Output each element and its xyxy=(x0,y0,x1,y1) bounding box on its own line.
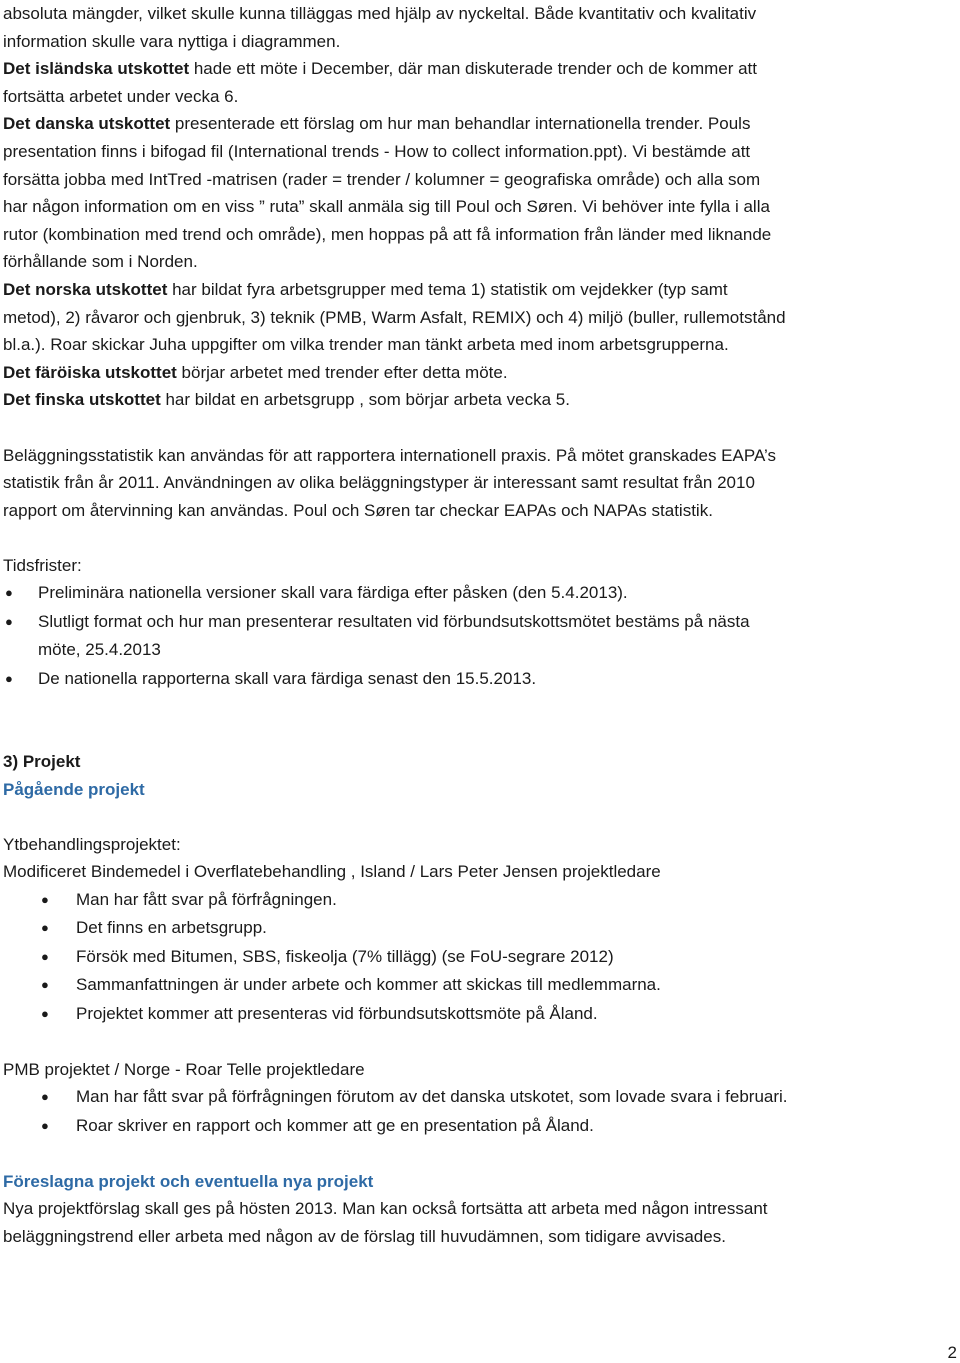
bullet-icon: ● xyxy=(41,977,49,993)
project-title: PMB projektet / Norge - Roar Telle projektledare xyxy=(3,1059,365,1079)
deadlines-list xyxy=(3,579,958,693)
bullet-icon: ● xyxy=(41,948,49,964)
finland-committee-label: Det finska utskottet xyxy=(3,390,161,410)
paragraph-line: information skulle vara nyttiga i diagrammen. xyxy=(3,31,341,51)
paragraph-line: bl.a.). Roar skickar Juha uppgifter om vilka trender man tänkt arbeta med inom arbetsgrupperna. xyxy=(3,335,729,355)
paragraph-line: rapport om återvinning kan användas. Poul och Søren tar checkar EAPAs och NAPAs statistik. xyxy=(3,500,713,520)
page-number: 2 xyxy=(947,1343,957,1362)
list-item: ● Preliminära nationella versioner skall vara färdiga efter påsken (den 5.4.2013). xyxy=(3,579,958,607)
bullet-icon: ● xyxy=(41,1089,49,1105)
bullet-icon: ● xyxy=(5,670,13,686)
paragraph-line: Nya projektförslag skall ges på hösten 2013. Man kan också fortsätta att arbeta med någon intressant xyxy=(3,1199,768,1219)
list-item: ● Man har fått svar på förfrågningen förutom av det danska utskotet, som lovade svara i februari. xyxy=(3,1083,958,1111)
paragraph-line: Beläggningsstatistik kan användas för att rapportera internationell praxis. På mötet granskades EAPA’s xyxy=(3,445,776,465)
bullet-icon: ● xyxy=(41,920,49,936)
section-heading: 3) Projekt xyxy=(3,752,81,772)
norway-paragraph: Det norska utskottet har bildat fyra arbetsgrupper med tema 1) statistik om vejdekker (typ samt xyxy=(3,279,728,299)
denmark-paragraph: Det danska utskottet presenterade ett förslag om hur man behandlar internationella trender. Pouls xyxy=(3,114,751,134)
list-item: ● Man har fått svar på förfrågningen. xyxy=(3,886,958,914)
paragraph-line: förhållande som i Norden. xyxy=(3,252,198,272)
list-item: ● Det finns en arbetsgrupp. xyxy=(3,914,958,942)
finland-paragraph: Det finska utskottet har bildat en arbetsgrupp , som börjar arbeta vecka 5. xyxy=(3,390,570,410)
paragraph-line: fortsätta arbetet under vecka 6. xyxy=(3,86,239,106)
list-item: ● Projektet kommer att presenteras vid förbundsutskottsmöte på Åland. xyxy=(3,1000,958,1028)
paragraph-line: absoluta mängder, vilket skulle kunna tilläggas med hjälp av nyckeltal. Både kvantitativ och kvalitativ xyxy=(3,4,757,23)
paragraph-line: presentation finns i bifogad fil (International trends - How to collect information.ppt). Vi bestämde att xyxy=(3,141,751,161)
bullet-icon: ● xyxy=(5,613,13,629)
project-subtitle: Modificeret Bindemedel i Overflatebehandling , Island / Lars Peter Jensen projektledare xyxy=(3,862,661,882)
pmb-project-list xyxy=(3,1083,958,1140)
paragraph-line: rutor (kombination med trend och område), men hoppas på att få information från länder med liknande xyxy=(3,224,772,244)
subsection-heading-proposed: Föreslagna projekt och eventuella nya projekt xyxy=(3,1171,374,1191)
faroe-paragraph: Det färöiska utskottet börjar arbetet med trender efter detta möte. xyxy=(3,362,508,382)
bullet-icon: ● xyxy=(5,585,13,601)
faroe-committee-label: Det färöiska utskottet xyxy=(3,362,177,382)
list-item: ● Slutligt format och hur man presenterar resultaten vid förbundsutskottsmötet bestäms på nästa möte, 25.4.2013 xyxy=(3,608,958,665)
list-item: ● Försök med Bitumen, SBS, fiskeolja (7% tillägg) (se FoU-segrare 2012) xyxy=(3,943,958,971)
paragraph-line: beläggningstrend eller arbeta med någon av de förslag till huvudämnen, som tidigare avvisades. xyxy=(3,1226,726,1246)
paragraph-line: har någon information om en viss ” ruta” skall anmäla sig till Poul och Søren. Vi behöver inte fylla i alla xyxy=(3,197,770,217)
norway-committee-label: Det norska utskottet xyxy=(3,279,168,299)
list-item: ● Roar skriver en rapport och kommer att ge en presentation på Åland. xyxy=(3,1112,958,1140)
paragraph-line: metod), 2) råvaror och gjenbruk, 3) teknik (PMB, Warm Asfalt, REMIX) och 4) miljö (buller, rullemotstånd xyxy=(3,307,786,327)
bullet-icon: ● xyxy=(41,892,49,907)
paragraph-line: forsätta jobba med IntTred -matrisen (rader = trender / kolumner = geografiska område) och alla som xyxy=(3,169,761,189)
document-page xyxy=(3,0,958,1250)
iceland-paragraph: Det isländska utskottet hade ett möte i December, där man diskuterade trender och de kommer att xyxy=(3,59,758,79)
denmark-committee-label: Det danska utskottet xyxy=(3,114,171,134)
deadlines-title: Tidsfrister: xyxy=(3,555,82,575)
project-title: Ytbehandlingsprojektet: xyxy=(3,834,181,854)
bullet-icon: ● xyxy=(41,1117,49,1133)
paragraph-line: statistik från år 2011. Användningen av olika beläggningstyper är interessant samt resultat från 2010 xyxy=(3,473,755,493)
iceland-committee-label: Det isländska utskottet xyxy=(3,59,190,79)
treatment-project-list xyxy=(3,886,958,1028)
list-item: ● Sammanfattningen är under arbete och kommer att skickas till medlemmarna. xyxy=(3,971,958,999)
bullet-icon: ● xyxy=(41,1005,49,1021)
subsection-heading-ongoing: Pågående projekt xyxy=(3,779,145,799)
list-item: ● De nationella rapporterna skall vara färdiga senast den 15.5.2013. xyxy=(3,665,958,693)
